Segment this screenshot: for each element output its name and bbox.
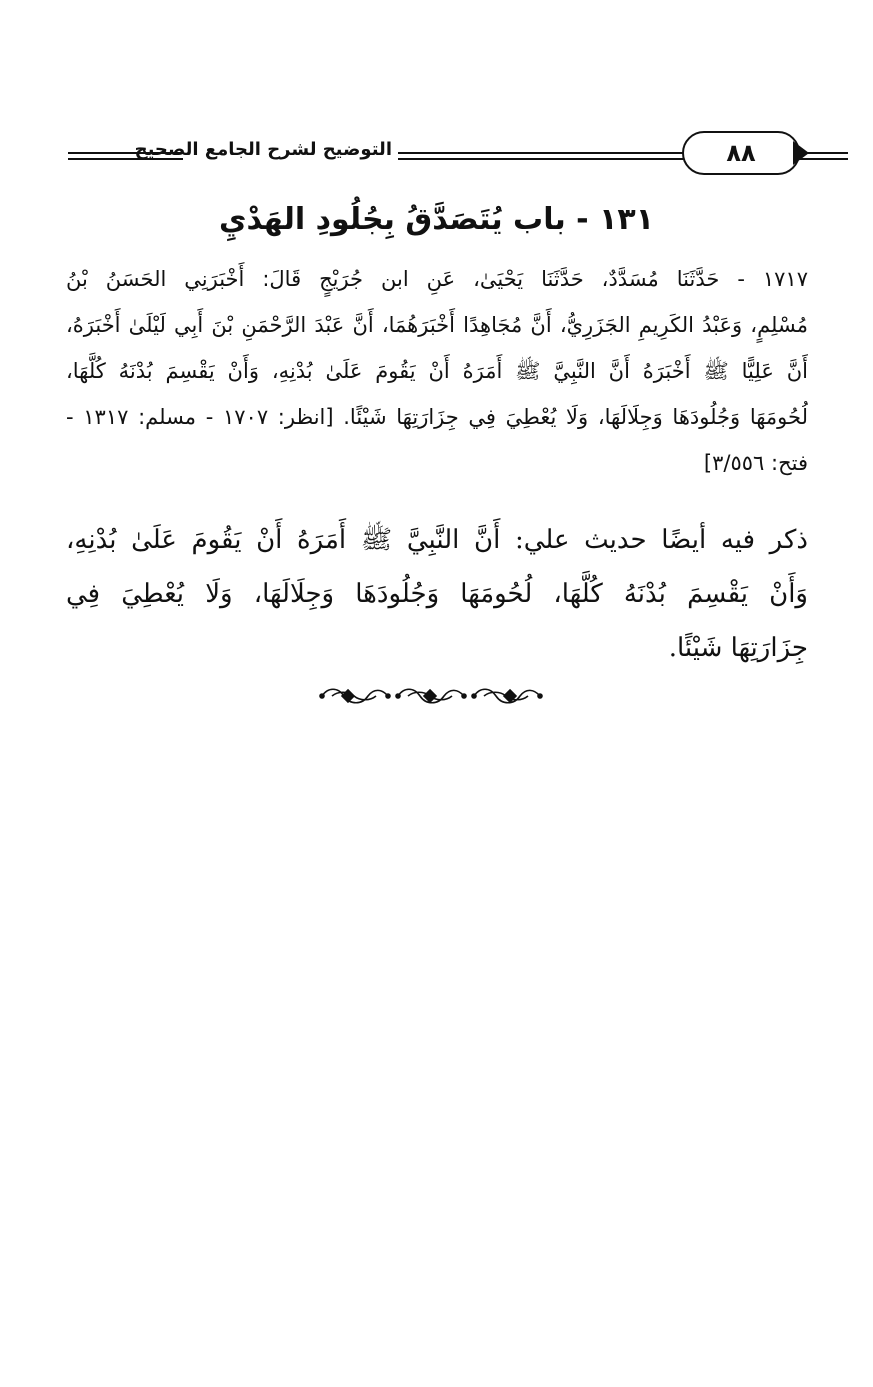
page-number: ٨٨	[726, 139, 756, 167]
running-title: التوضيح لشرح الجامع الصحيح	[134, 139, 392, 160]
floral-divider-ornament-icon	[318, 684, 544, 708]
hadith-line: مُسْلِمٍ، وَعَبْدُ الكَرِيمِ الجَزَرِيُّ، أَنَّ مُجَاهِدًا أَخْبَرَهُمَا، أَنَّ عَبْدَ الرَّحْمَنِ بْنَ أَبِي لَيْلَىٰ أَخْبَرَهُ،	[66, 313, 808, 337]
page-header	[60, 125, 805, 185]
hadith-line: أَنَّ عَلِيًّا ﷺ أَخْبَرَهُ أَنَّ النَّبِيَّ ﷺ أَمَرَهُ أَنْ يَقُومَ عَلَىٰ بُدْنِهِ، وَأَنْ يَقْسِمَ بُدْنَهُ كُلَّهَا،	[66, 359, 808, 383]
commentary-line: وَأَنْ يَقْسِمَ بُدْنَهُ كُلَّهَا، لُحُومَهَا وَجُلُودَهَا وَجِلَالَهَا، وَلَا يُعْطِيَ فِي	[66, 579, 808, 609]
header-rule-middle	[398, 152, 728, 160]
commentary-text	[66, 513, 808, 675]
commentary-line: جِزَارَتِهَا شَيْئًا.	[668, 633, 808, 663]
hadith-reference-line: فتح: ٣/٥٥٦]	[703, 451, 808, 475]
hadith-line: لُحُومَهَا وَجُلُودَهَا وَجِلَالَهَا، وَلَا يُعْطِيَ فِي جِزَارَتِهَا شَيْئًا. [انظر: ١٧٠٧ - مسلم: ١٣١٧ -	[66, 405, 808, 429]
commentary-line: ذكر فيه أيضًا حديث علي: أَنَّ النَّبِيَّ ﷺ أَمَرَهُ أَنْ يَقُومَ عَلَىٰ بُدْنِهِ،	[66, 525, 808, 555]
hadith-text	[66, 256, 808, 486]
page-number-badge	[682, 131, 800, 175]
header-rule-right	[798, 152, 848, 160]
hadith-line: ١٧١٧ - حَدَّثَنَا مُسَدَّدٌ، حَدَّثَنَا يَحْيَىٰ، عَنِ ابن جُرَيْجٍ قَالَ: أَخْبَرَنِي الحَسَنُ بْنُ	[66, 267, 808, 291]
chapter-heading: ١٣١ - باب يُتَصَدَّقُ بِجُلُودِ الهَدْيِ	[218, 202, 655, 237]
